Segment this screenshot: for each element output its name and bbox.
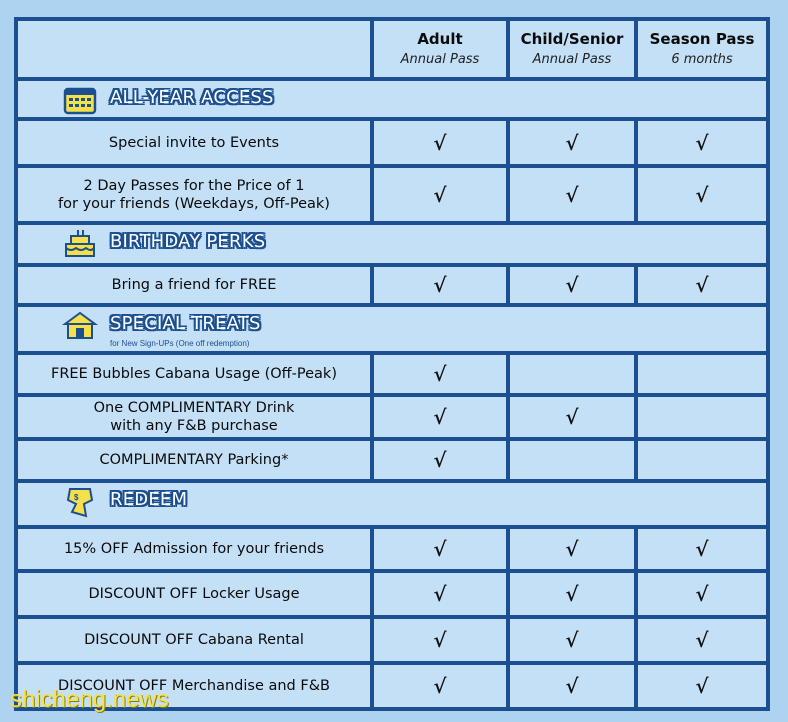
check-cell [374,619,506,661]
row-label: DISCOUNT OFF Merchandise and F&B [18,665,370,707]
col-title: Adult [417,29,463,48]
check-cell [374,267,506,303]
row-label: 2 Day Passes for the Price of 1 for your friends (Weekdays, Off-Peak) [18,168,370,221]
check-mark-icon: √ [695,582,709,606]
section-title: REDEEM [110,489,188,510]
row-label: One COMPLIMENTARY Drink with any F&B purchase [18,397,370,437]
section-header-special-treats [14,303,770,351]
check-mark-icon: √ [565,130,579,155]
check-cell [374,168,506,221]
check-cell [510,267,634,303]
check-mark-icon: √ [695,674,709,698]
check-cell [510,573,634,615]
check-cell [638,168,766,221]
table-row [14,351,770,393]
check-mark-icon: √ [695,273,709,297]
check-cell [638,121,766,164]
header-col-adult [374,21,506,77]
row-label: DISCOUNT OFF Cabana Rental [18,619,370,661]
check-cell [510,355,634,393]
check-mark-icon: √ [565,405,579,429]
check-cell [374,529,506,569]
col-subtitle: Annual Pass [400,51,480,67]
row-label: 15% OFF Admission for your friends [18,529,370,569]
check-mark-icon: √ [433,628,447,652]
check-mark-icon: √ [433,537,447,561]
check-cell [374,397,506,437]
table-row [14,117,770,164]
section-title: BIRTHDAY PERKS [110,231,266,252]
check-cell [510,665,634,707]
check-cell [374,355,506,393]
check-mark-icon: √ [433,674,447,698]
check-cell [374,573,506,615]
check-cell [638,665,766,707]
check-cell [510,121,634,164]
check-cell [510,619,634,661]
row-label: Special invite to Events [18,121,370,164]
check-mark-icon: √ [433,273,447,297]
cabana-icon [62,310,98,342]
birthday-cake-icon [62,228,98,260]
check-cell [510,529,634,569]
check-mark-icon: √ [695,130,709,155]
check-mark-icon: √ [433,182,447,207]
check-cell [510,397,634,437]
check-cell [374,665,506,707]
header-col-child-senior [510,21,634,77]
calendar-icon [62,84,98,116]
check-mark-icon: √ [565,182,579,207]
section-header-redeem [14,479,770,525]
check-mark-icon: √ [433,405,447,429]
check-cell [510,441,634,479]
check-mark-icon: √ [433,582,447,606]
check-cell [638,573,766,615]
check-cell [638,355,766,393]
check-cell [638,267,766,303]
row-label: DISCOUNT OFF Locker Usage [18,573,370,615]
section-subtitle: for New Sign-UPs (One off redemption) [110,339,250,348]
check-mark-icon: √ [565,273,579,297]
check-mark-icon: √ [565,674,579,698]
row-label: FREE Bubbles Cabana Usage (Off-Peak) [18,355,370,393]
check-cell [510,168,634,221]
table-row [14,263,770,303]
check-cell [638,619,766,661]
ticket-redeem-icon [62,486,98,518]
check-cell [638,397,766,437]
check-mark-icon: √ [565,628,579,652]
check-mark-icon: √ [433,448,447,472]
header-col-season-pass [638,21,766,77]
check-mark-icon: √ [695,537,709,561]
pass-comparison-table [14,17,770,711]
section-header-birthday-perks [14,221,770,263]
check-mark-icon: √ [695,182,709,207]
header-row [14,17,770,77]
check-cell [374,441,506,479]
check-cell [638,441,766,479]
header-empty-cell [18,21,370,77]
check-mark-icon: √ [695,628,709,652]
check-mark-icon: √ [565,582,579,606]
watermark: shicheng.news [10,686,169,713]
table-row [14,525,770,569]
section-header-all-year-access [14,77,770,117]
section-title: ALL-YEAR ACCESS [110,87,274,108]
row-label: Bring a friend for FREE [18,267,370,303]
check-cell [638,529,766,569]
check-mark-icon: √ [433,362,447,386]
col-subtitle: 6 months [671,51,733,67]
check-cell [374,121,506,164]
check-mark-icon: √ [565,537,579,561]
table-row [14,569,770,615]
table-row [14,437,770,479]
table-row [14,615,770,661]
row-label: COMPLIMENTARY Parking* [18,441,370,479]
col-title: Season Pass [649,29,755,48]
table-row [14,393,770,437]
table-row [14,164,770,221]
col-title: Child/Senior [520,29,624,48]
section-title: SPECIAL TREATS [110,313,261,334]
col-subtitle: Annual Pass [532,51,612,67]
svg-text:$: $ [74,493,79,502]
check-mark-icon: √ [433,130,447,155]
